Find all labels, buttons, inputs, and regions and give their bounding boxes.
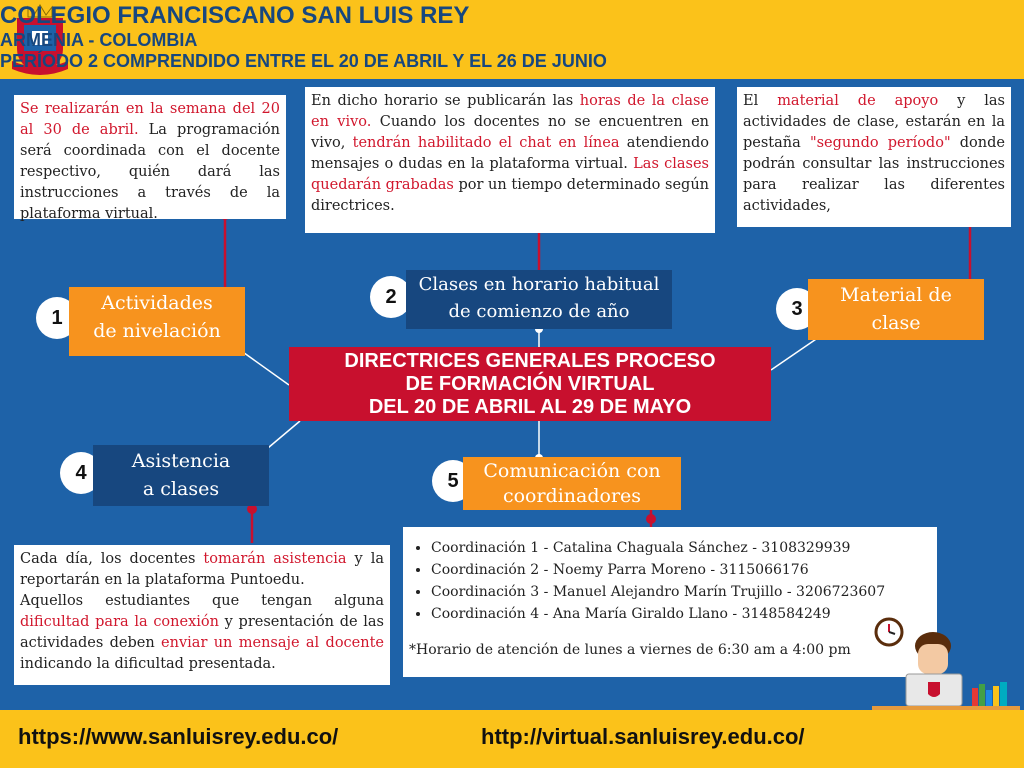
- info-text: donde podrán consultar las instrucciones para realizar las diferentes actividades,: [743, 135, 1005, 214]
- highlight-text: dificultad para la conexión: [20, 614, 219, 630]
- highlight-text: "segundo período": [809, 135, 951, 151]
- highlight-text: Las clases quedarán grabadas: [311, 156, 709, 193]
- coordinator-item: • Coordinación 1 - Catalina Chaguala Sánchez - 3108329939: [431, 537, 931, 559]
- node-label: clase: [871, 312, 921, 334]
- coordinator-item: • Coordinación 4 - Ana María Giraldo Llano - 3148584249: [431, 603, 931, 625]
- info-text: indicando la dificultad presentada.: [20, 656, 276, 672]
- highlight-text: horas de la clase en vivo.: [311, 93, 710, 130]
- step-number-4: 4: [60, 452, 102, 494]
- node-label: de comienzo de año: [448, 301, 630, 322]
- info-box-asistencia: [14, 545, 390, 685]
- node-label: coordinadores: [502, 485, 642, 507]
- step-number-2: 2: [370, 276, 412, 318]
- info-text: En dicho horario se publicarán las: [311, 93, 580, 109]
- info-text: por un tiempo determinado según directrices.: [311, 177, 709, 214]
- attention-schedule-note: *Horario de atención de lunes a viernes de 6:30 am a 4:00 pm: [409, 642, 851, 658]
- node-material-clase: [808, 279, 984, 340]
- school-city: ARMENIA - COLOMBIA: [0, 30, 198, 50]
- node-label: a clases: [142, 478, 220, 500]
- highlight-text: material de apoyo: [777, 93, 939, 109]
- step-number-1: 1: [36, 297, 78, 339]
- step-number-5: 5: [432, 460, 474, 502]
- info-text: La programación será coordinada con el docente respectivo, quién dará las instrucciones a través de la plataforma virtual.: [20, 122, 281, 222]
- school-website-link[interactable]: https://www.sanluisrey.edu.co/: [18, 724, 339, 749]
- info-text: Aquellos estudiantes que tengan alguna: [20, 593, 384, 609]
- school-name: COLEGIO FRANCISCANO SAN LUIS REY: [0, 2, 470, 29]
- node-label: Actividades: [101, 292, 213, 314]
- node-label: Comunicación con: [483, 460, 661, 482]
- highlight-text: Se realizarán en la semana del 20 al 30 de abril.: [20, 101, 280, 138]
- info-text: El: [743, 93, 778, 109]
- node-asistencia-clases: [93, 445, 269, 506]
- info-text: Cuando los docentes no se encuentren en vivo,: [311, 114, 710, 151]
- node-label: Material de: [840, 284, 952, 306]
- node-comunicacion-coordinadores: [463, 457, 681, 510]
- node-label: Clases en horario habitual: [418, 274, 660, 295]
- info-box-coordinadores: [403, 527, 937, 677]
- main-title-line: DIRECTRICES GENERALES PROCESO: [344, 350, 716, 372]
- period-title: PERÍODO 2 COMPRENDIDO ENTRE EL 20 DE ABRIL Y EL 26 DE JUNIO: [0, 51, 607, 71]
- info-box-horario: [305, 87, 715, 233]
- info-box-material: [737, 87, 1011, 227]
- coordinator-item: • Coordinación 3 - Manuel Alejandro Marín Trujillo - 3206723607: [431, 581, 931, 603]
- node-label: Asistencia: [131, 450, 231, 472]
- node-clases-horario: [406, 270, 672, 329]
- info-box-nivelacion: [14, 95, 286, 222]
- main-title-line: DEL 20 DE ABRIL AL 29 DE MAYO: [368, 396, 692, 418]
- highlight-text: tomarán asistencia: [203, 551, 347, 567]
- node-label: de nivelación: [93, 320, 221, 342]
- info-text: Cada día, los docentes: [20, 551, 204, 567]
- virtual-platform-link[interactable]: http://virtual.sanluisrey.edu.co/: [481, 724, 805, 749]
- info-text: y la reportarán en la plataforma Puntoedu.: [20, 551, 384, 588]
- info-text: y presentación de las actividades deben: [20, 614, 384, 651]
- info-text: atendiendo mensajes o dudas en la plataforma virtual.: [311, 135, 710, 172]
- highlight-text: tendrán habilitado el chat en línea: [352, 135, 620, 151]
- coordinator-item: • Coordinación 2 - Noemy Parra Moreno - 3115066176: [431, 559, 931, 581]
- step-number-3: 3: [776, 288, 818, 330]
- highlight-text: enviar un mensaje al docente: [161, 635, 384, 651]
- node-actividades-nivelacion: [69, 287, 245, 356]
- main-title-banner: [289, 347, 771, 421]
- main-title-line: DE FORMACIÓN VIRTUAL: [405, 373, 655, 395]
- coordinators-list: [409, 537, 931, 625]
- info-text: y las actividades de clase, estarán en la pestaña: [743, 93, 1006, 151]
